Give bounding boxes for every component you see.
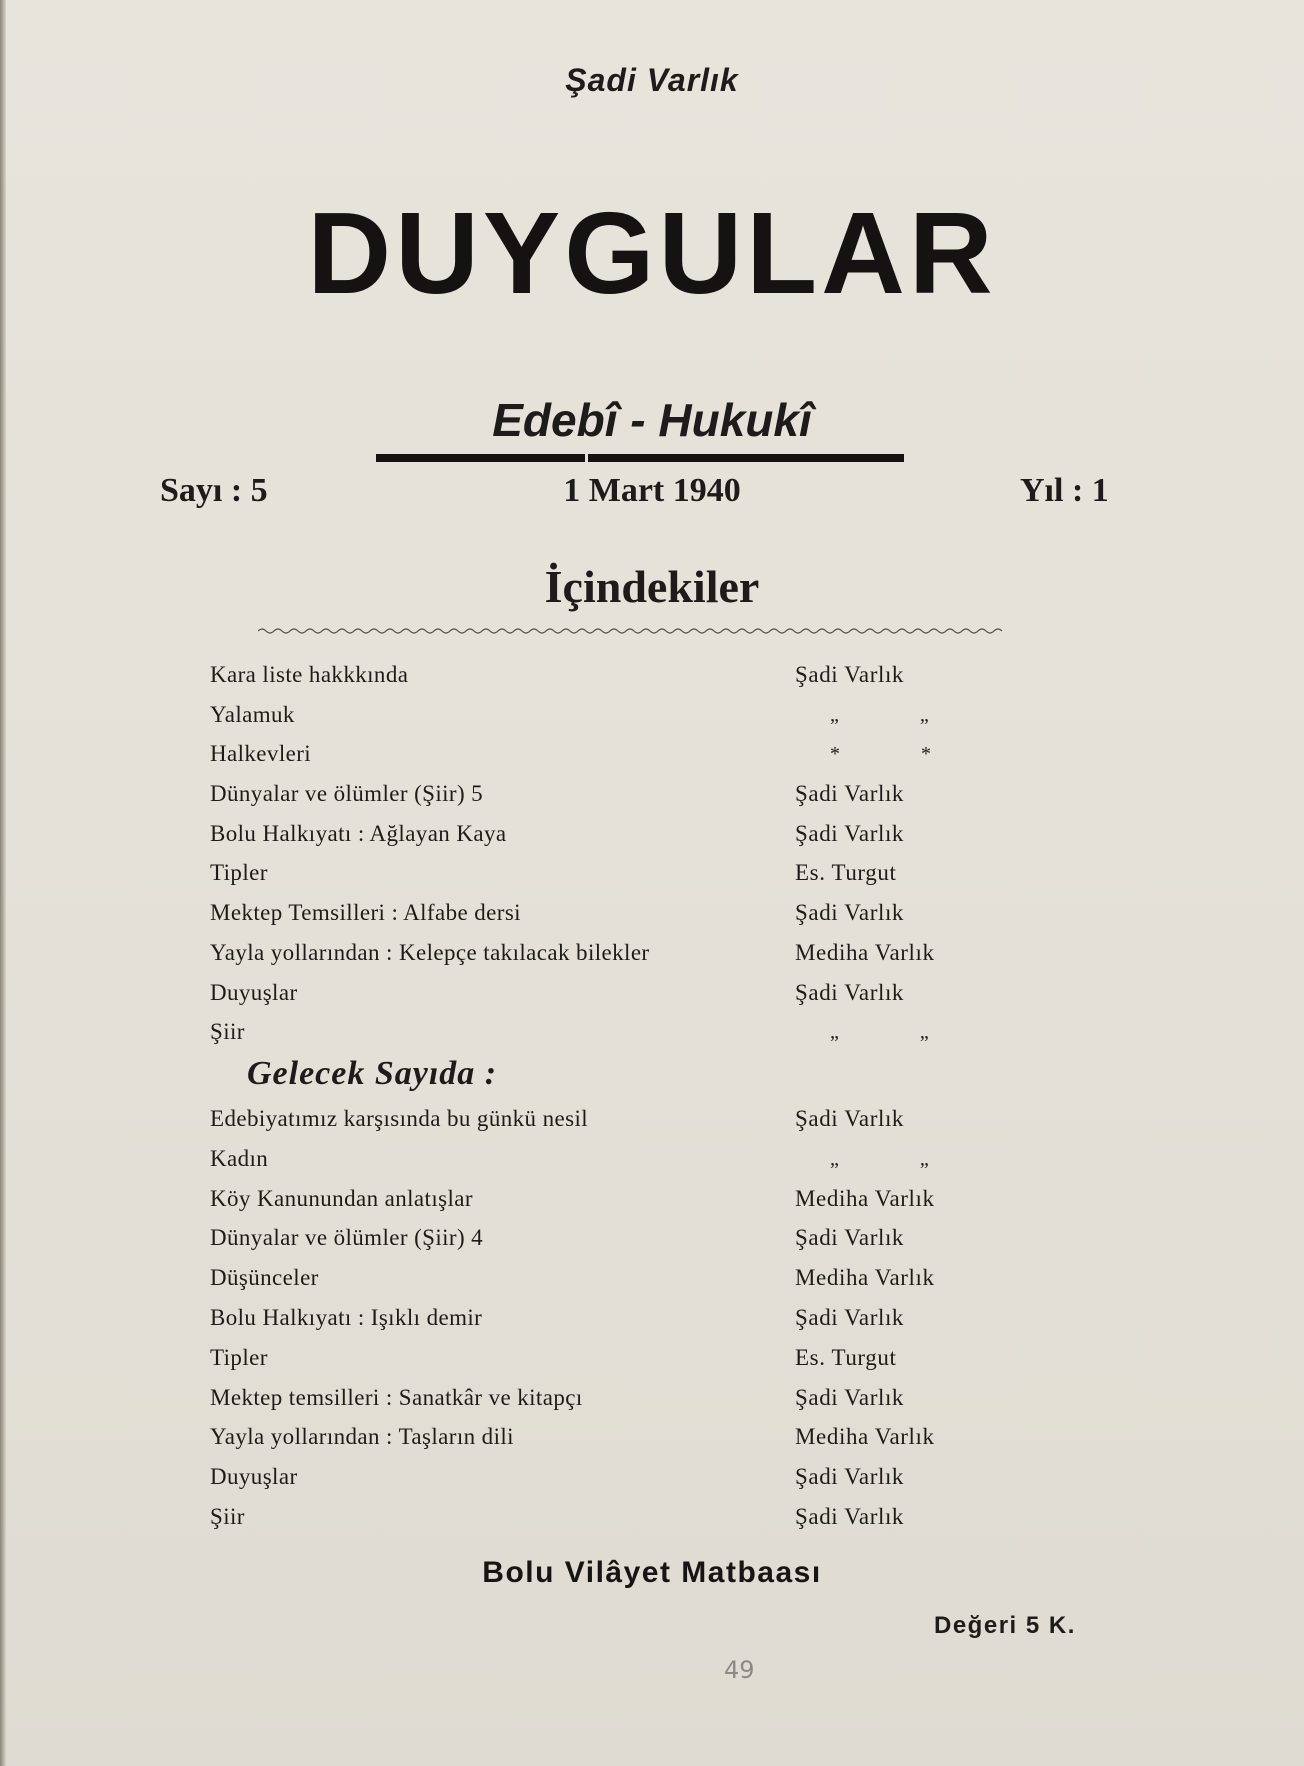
toc-title: Düşünceler bbox=[210, 1265, 319, 1291]
toc-title: Yayla yollarından : Kelepçe takılacak bilekler bbox=[210, 939, 650, 965]
toc-title: Yalamuk bbox=[210, 701, 295, 727]
toc-title: Edebiyatımız karşısında bu günkü nesil bbox=[210, 1106, 589, 1131]
toc-author: Şadi Varlık bbox=[795, 1384, 905, 1410]
toc-title: Halkevleri bbox=[210, 741, 312, 767]
toc-author: Şadi Varlık bbox=[795, 820, 905, 846]
issue-date: 1 Mart 1940 bbox=[563, 472, 741, 509]
toc-row bbox=[210, 1263, 1110, 1303]
magazine-subtitle: Edebî - Hukukî bbox=[492, 394, 812, 446]
toc-row bbox=[210, 1017, 1110, 1057]
toc-row bbox=[210, 660, 1110, 700]
toc-row bbox=[210, 1184, 1110, 1224]
wavy-divider bbox=[258, 626, 1010, 636]
toc-title: Kara liste hakkkında bbox=[210, 662, 409, 687]
toc-title: Dünyalar ve ölümler (Şiir) 5 bbox=[210, 781, 484, 807]
toc-row bbox=[210, 700, 1110, 740]
toc-author: Şadi Varlık bbox=[795, 1304, 905, 1330]
toc-row bbox=[210, 819, 1110, 859]
toc-author: Mediha Varlık bbox=[795, 1424, 935, 1450]
toc-title: Tipler bbox=[210, 1344, 268, 1370]
toc-author: Şadi Varlık bbox=[795, 900, 905, 926]
toc-author: Şadi Varlık bbox=[795, 781, 905, 807]
toc-title: Bolu Halkıyatı : Işıklı demir bbox=[210, 1304, 483, 1330]
price: Değeri 5 K. bbox=[934, 1612, 1076, 1639]
toc-title: Şiir bbox=[210, 1019, 245, 1045]
toc-title: Yayla yollarından : Taşların dili bbox=[210, 1424, 514, 1450]
title-rule-gap bbox=[585, 454, 588, 462]
toc-title: Dünyalar ve ölümler (Şiir) 4 bbox=[210, 1225, 484, 1251]
magazine-title: DUYGULAR bbox=[307, 188, 997, 318]
toc-author: Mediha Varlık bbox=[795, 1265, 935, 1291]
toc-row bbox=[210, 779, 1110, 819]
toc-row bbox=[210, 978, 1110, 1018]
toc-author: Şadi Varlık bbox=[795, 1106, 905, 1131]
contents-heading: İçindekiler bbox=[544, 561, 760, 612]
toc-row bbox=[210, 1502, 1110, 1542]
toc-row bbox=[210, 938, 1110, 978]
toc-title: Mektep Temsilleri : Alfabe dersi bbox=[210, 900, 521, 926]
toc-row bbox=[210, 1343, 1110, 1383]
toc-title: Duyuşlar bbox=[210, 1464, 298, 1490]
toc-author: „ „ bbox=[830, 703, 967, 726]
toc-row bbox=[210, 1104, 1110, 1144]
toc-title: Köy Kanunundan anlatışlar bbox=[210, 1185, 473, 1211]
toc-title: Şiir bbox=[210, 1503, 245, 1529]
toc-author: Mediha Varlık bbox=[795, 939, 935, 965]
toc-row bbox=[210, 1144, 1110, 1184]
issue-number: Sayı : 5 bbox=[160, 472, 268, 509]
next-issue-heading: Gelecek Sayıda : bbox=[247, 1055, 498, 1092]
toc-author: Mediha Varlık bbox=[795, 1185, 935, 1211]
toc-row bbox=[210, 1462, 1110, 1502]
contents-list bbox=[210, 660, 1110, 1057]
toc-row bbox=[210, 1303, 1110, 1343]
toc-author: Şadi Varlık bbox=[795, 1503, 905, 1529]
toc-row bbox=[210, 858, 1110, 898]
toc-author: Es. Turgut bbox=[795, 860, 897, 886]
title-rule bbox=[376, 454, 904, 462]
toc-author: „ „ bbox=[830, 1147, 967, 1170]
author-name: Şadi Varlık bbox=[565, 62, 739, 98]
toc-author: Es. Turgut bbox=[795, 1344, 897, 1370]
toc-author: Şadi Varlık bbox=[795, 979, 905, 1005]
toc-row bbox=[210, 1383, 1110, 1423]
toc-row bbox=[210, 1422, 1110, 1462]
toc-title: Tipler bbox=[210, 860, 268, 886]
toc-author: * * bbox=[830, 743, 969, 766]
toc-title: Bolu Halkıyatı : Ağlayan Kaya bbox=[210, 820, 507, 846]
toc-row bbox=[210, 898, 1110, 938]
toc-title: Kadın bbox=[210, 1145, 269, 1171]
printer-name: Bolu Vilâyet Matbaası bbox=[482, 1556, 822, 1589]
issue-year: Yıl : 1 bbox=[1020, 472, 1109, 509]
toc-author: Şadi Varlık bbox=[795, 1225, 905, 1251]
toc-author: Şadi Varlık bbox=[795, 1464, 905, 1490]
next-issue-list bbox=[210, 1104, 1110, 1542]
toc-author: „ „ bbox=[830, 1021, 967, 1044]
toc-title: Duyuşlar bbox=[210, 979, 298, 1005]
toc-title: Mektep temsilleri : Sanatkâr ve kitapçı bbox=[210, 1384, 583, 1410]
toc-row bbox=[210, 1223, 1110, 1263]
toc-author: Şadi Varlık bbox=[795, 662, 905, 687]
toc-row bbox=[210, 739, 1110, 779]
page-number: 49 bbox=[724, 1656, 755, 1684]
